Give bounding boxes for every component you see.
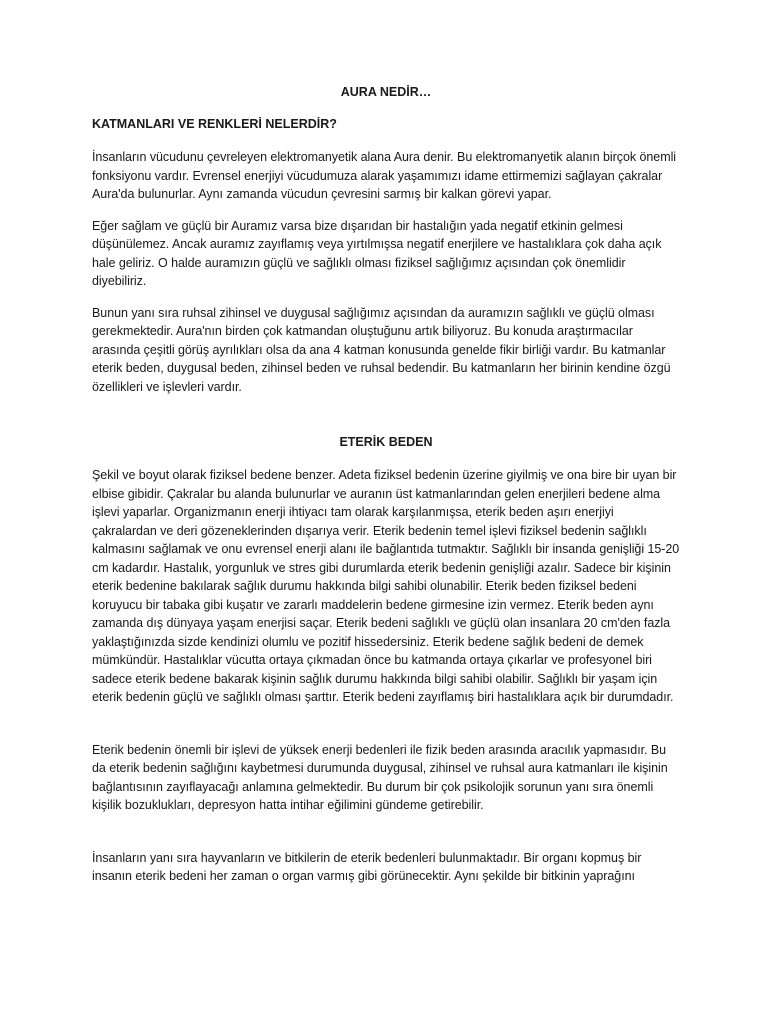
paragraph: İnsanların vücudunu çevreleyen elektromanyetik alana Aura denir. Bu elektromanyetik alanın birçok önemli fonksiyonu vardır. Evrensel enerjiyi vücudumuza alarak yaşamımızı idame ettirmemizi sağlayan çakralar Aura'da bulunurlar. Aynı zamanda vücudun çevresini sarmış bir kalkan görevi yapar. [92,150,677,201]
page-title: AURA NEDİR… [340,85,432,99]
section-heading: ETERİK BEDEN [339,435,433,449]
paragraph: İnsanların yanı sıra hayvanların ve bitkilerin de eterik bedenleri bulunmaktadır. Bir organı kopmuş bir insanın eterik bedeni her zaman o organ varmış gibi görünecektir. Aynı şekilde bir bitkinin yaprağını [92,850,642,883]
paragraph: Eğer sağlam ve güçlü bir Auramız varsa bize dışarıdan bir hastalığın yada negatif etkinin gelmesi düşünülemez. Ancak auramız zayıflamış veya yırtılmışsa negatif enerjilere ve hastalıklara çok daha açık hale geliriz. O halde auramızın güçlü ve sağlıklı olması fiziksel sağlığımız açısından çok önemlidir diyebiliriz. [92,218,662,288]
page-subtitle: KATMANLARI VE RENKLERİ NELERDİR? [92,117,337,131]
paragraph: Bunun yanı sıra ruhsal zihinsel ve duygusal sağlığımız açısından da auramızın sağlıklı ve güçlü olması gerekmektedir. Aura'nın birden çok katmandan oluştuğunu artık biliyoruz. Bu konuda araştırmacılar arasında çeşitli görüş ayrılıkları olsa da ana 4 katman konusunda genelde fikir birliği vardır. Bu katmanlar eterik beden, duygusal beden, zihinsel beden ve ruhsal bedendir. Bu katmanların her birinin kendine özgü özellikleri ve işlevleri vardır. [92,305,671,394]
paragraph: Eterik bedenin önemli bir işlevi de yüksek enerji bedenleri ile fizik beden arasında aracılık yapmasıdır. Bu da eterik bedenin sağlığını kaybetmesi durumunda duygusal, zihinsel ve ruhsal aura katmanları ile kişinin bağlantısının zayıflayacağı anlamına gelmektedir. Bu durum bir çok psikolojik sorunun yanı sıra önemli kişilik bozuklukları, depresyon hatta intihar eğilimini gündeme getirebilir. [92,742,668,812]
paragraph: Şekil ve boyut olarak fiziksel bedene benzer. Adeta fiziksel bedenin üzerine giyilmiş ve ona bire bir uyan bir elbise gibidir. Çakralar bu alanda bulunurlar ve auranın üst katmanlarından gelen enerjileri bedene alma işlevi yaparlar. Organizmanın enerji ihtiyacı tam olarak karşılanmışsa, eterik beden aşırı enerjiyi çakralardan ve deri gözeneklerinden dışarıya verir. Eterik bedenin temel işlevi fiziksel bedenin sağlıklı kalmasını sağlamak ve onu evrensel enerji alanı ile bağlantıda tutmaktır. Sağlıklı bir insanda genişliği 15-20 cm kadardır. Hastalık, yorgunluk ve stres gibi durumlarda eterik bedenin genişliği azalır. Sadece bir kişinin eterik bedenine bakılarak sağlık durumu hakkında bilgi sahibi olunabilir. Eterik beden fiziksel bedeni koruyucu bir tabaka gibi kuşatır ve zararlı maddelerin bedene girmesine izin vermez. Eterik beden aynı zamanda dış dünyaya yaşam enerjisi saçar. Eterik bedeni sağlıklı ve güçlü olan insanlara 20 cm'den fazla yaklaştığınızda sizde kendinizi olumlu ve pozitif hissedersiniz. Eterik bedene sağlık bedeni de demek mümkündür. Hastalıklar vücutta ortaya çıkmadan önce bu katmanda ortaya çıkarlar ve profesyonel biri sadece eterik bedene bakarak kişinin sağlık durumu hakkında bilgi sahibi olabilir. Sağlıklı bir yaşam için eterik bedenin güçlü ve sağlıklı olması şarttır. Eterik bedeni zayıflamış biri hastalıklara açık bir durumdadır. [92,468,680,704]
